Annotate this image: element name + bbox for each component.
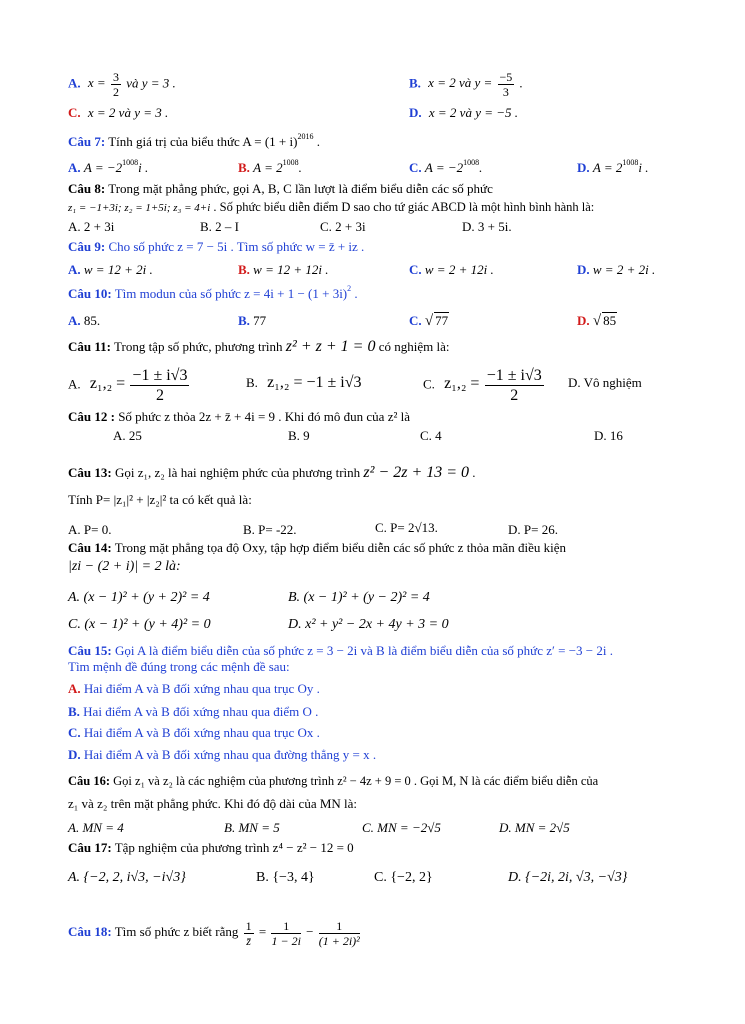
option-letter: B. [246,375,258,390]
math-text: x = 2 và y = 3 . [87,105,169,120]
math-text: . [519,75,523,91]
option-letter: B. [409,75,421,91]
math-text: w = 2 + 12i . [424,262,494,277]
q17-option-a[interactable]: A. {−2, 2, i√3, −i√3} [68,870,186,885]
q7-option-d[interactable]: D. $A = 2^{1008}i$ . [577,158,649,175]
q9-stem [68,239,364,255]
math-text: x = [87,75,106,91]
q11-stem: Câu 11: Trong tập số phức, phương trình z² + z + 1 = 0 có nghiệm là: [68,338,450,355]
option-letter: B. [238,313,250,328]
math-text: và y = 3 . [126,75,176,91]
q11-option-d[interactable]: D. Vô nghiệm [568,375,642,390]
question-text: Trong mặt phẳng phức, gọi A, B, C lần lượt là điểm biểu diễn các số phức [105,181,493,196]
option-letter: A. [68,75,81,91]
q6-option-d[interactable] [409,105,518,121]
fraction: $\frac{1}{1 - 2i}$ [271,918,301,948]
fraction: $\frac{3}{2}$ [112,70,119,99]
math-text: = −1 ± i√3 [293,374,362,391]
math-text: A = 2 [253,160,283,175]
question-text: Tìm modun của số phức z = 4i + 1 − (1 + 3i) [111,286,348,301]
q15-option-a[interactable] [68,681,320,697]
q13-stem: Câu 13: Gọi z₁, z₂ là hai nghiệm phức của phương trình z² − 2z + 13 = 0 . [68,464,476,481]
q7-option-b[interactable]: B. $A = 2^{1008}$. [238,158,302,175]
option-letter: B. [238,160,250,175]
q16-option-c[interactable]: C. MN = −2√5 [362,820,441,835]
question-text: Gọi A là điểm biểu diễn của số phức z = 3 − 2i và B là điểm biểu diễn của số phức z′ = −3 − 2i . [111,643,613,658]
question-text: Gọi z₁ và z₂ là các nghiệm của phương trình z² − 4z + 9 = 0 . Gọi M, N là các điểm biểu diễn của [110,774,599,788]
option-text: Hai điểm A và B đối xứng nhau qua trục Oy . [80,681,320,696]
question-label: Câu 14: [68,540,112,555]
math-text: x = 2 và y = [428,75,493,91]
math-text: x = 2 và y = −5 . [428,105,519,120]
q9-option-b[interactable] [238,262,329,278]
option-letter: C. [409,160,422,175]
math-text: 85 [603,313,617,328]
q13-stem-line2: Tính P= |z₁|² + |z₂|² ta có kết quả là: [68,492,252,507]
fraction: $\frac{-5}{3}$ [499,70,513,99]
math-text: w = 12 + 2i . [83,262,153,277]
q13-option-a[interactable]: A. P= 0. [68,522,112,537]
option-letter: C. [423,376,435,392]
q9-option-c[interactable] [409,262,494,278]
question-text: Số phức z thỏa 2z + z̄ + 4i = 9 . Khi đó mô đun của z² là [114,409,410,424]
equation: z² + z + 1 = 0 [285,338,376,355]
math-text: A = 2 [592,160,623,175]
option-letter: D. [68,747,81,762]
q17-option-d[interactable]: D. {−2i, 2i, √3, −√3} [508,870,628,885]
question-text: Tính giá trị của biểu thức A = (1 + i) [105,134,298,149]
q13-option-c[interactable]: C. P= 2√13. [375,520,438,535]
q11-option-c[interactable]: C. z₁,₂ = $\frac{-1 \pm i√3}{2}$ [423,367,542,404]
math-text: 77 [435,313,449,328]
question-text: Gọi z₁, z₂ là hai nghiệm phức của phương trình [111,465,364,480]
q14-stem-line2: |zi − (2 + i)| = 2 là: [68,559,181,574]
option-letter: B. [238,262,250,277]
option-letter: C. [409,262,422,277]
question-label: Câu 12 : [68,409,115,424]
q12-stem [68,409,410,425]
option-letter: D. [577,262,590,277]
option-text: Hai điểm A và B đối xứng nhau qua điểm O . [79,704,319,719]
option-text: Hai điểm A và B đối xứng nhau qua trục Ox . [80,725,320,740]
fraction: $\frac{-1 \pm i√3}{2}$ [132,367,188,404]
q15-option-d[interactable] [68,747,376,763]
math-text: A = −2 [424,160,464,175]
q12-option-b[interactable]: B. 9 [288,428,310,443]
question-label: Câu 10: [68,286,112,301]
q15-option-c[interactable] [68,725,320,741]
q12-option-d[interactable]: D. 16 [594,428,623,443]
q17-option-c[interactable]: C. {−2, 2} [374,870,433,885]
math-text: 85. [83,313,101,328]
question-label: Câu 13: [68,465,112,480]
option-letter: A. [68,313,81,328]
q10-option-b[interactable] [238,313,266,329]
q15-stem [68,643,613,659]
math-text: w = 2 + 2i . [592,262,656,277]
option-letter: A. [68,160,81,175]
fraction: $\frac{1}{z̄}$ [245,918,252,948]
q16-option-d[interactable]: D. MN = 2√5 [499,820,570,835]
q8-stem-line2 [68,199,594,216]
q14-option-c[interactable]: C. (x − 1)² + (y + 4)² = 0 [68,617,211,632]
q10-option-a[interactable] [68,313,100,329]
q16-option-a[interactable]: A. MN = 4 [68,820,124,835]
q13-option-d[interactable]: D. P= 26. [508,522,558,537]
q10-option-d[interactable]: D. √ 85 [577,313,617,329]
option-letter: D. [577,313,590,328]
q6-option-a[interactable] [68,70,176,99]
q14-stem [68,540,566,556]
q8-stem [68,181,493,197]
q9-option-d[interactable] [577,262,655,278]
option-letter: D. [577,160,590,175]
option-letter: A. [68,681,81,696]
math-text: w = 12 + 12i . [253,262,329,277]
q8-option-d[interactable]: D. 3 + 5i. [462,219,512,234]
question-label: Câu 18: [68,924,112,939]
q14-option-a[interactable]: A. (x − 1)² + (y + 2)² = 4 [68,590,210,605]
q17-stem [68,840,354,856]
question-label: Câu 7: [68,134,106,149]
q11-option-b[interactable]: B. z₁,₂ = −1 ± i√3 [246,374,362,391]
option-letter: A. [68,376,81,392]
q18-stem: Câu 18: Tìm số phức z biết rằng $\frac{1}{z̄}$ = $\frac{1}{1 - 2i}$ − $\frac{1}{\text{(1 + 2i)²}}$ [68,918,360,948]
q10-stem: Câu 10: Tìm modun của số phức $z = 4i + 1 - (1 + 3i)^2$ . [68,284,358,301]
q15-option-b[interactable] [68,704,318,720]
question-label: Câu 8: [68,181,106,196]
q8-option-a[interactable]: A. 2 + 3i [68,219,115,234]
question-label: Câu 16: [68,774,111,788]
option-letter: D. [409,105,422,120]
equation: z² − 2z + 13 = 0 [363,464,470,481]
fraction: $\frac{-1 \pm i√3}{2}$ [486,367,542,404]
q12-option-c[interactable]: C. 4 [420,428,442,443]
q15-stem-line2: Tìm mệnh đề đúng trong các mệnh đề sau: [68,659,290,674]
math-text: 77 [253,313,267,328]
option-letter: C. [68,105,81,120]
option-letter: A. [68,262,81,277]
q12-option-a[interactable]: A. 25 [113,428,142,443]
math-text: A = −2 [83,160,123,175]
q7-option-c[interactable]: C. $A = -2^{1008}$. [409,158,483,175]
math-text: z₁ = −1+3i; z₂ = 1+5i; z₃ = 4+i [68,202,211,214]
q14-option-d[interactable]: D. x² + y² − 2x + 4y + 3 = 0 [288,617,449,632]
q10-option-c[interactable]: C. √ 77 [409,313,449,329]
q6-option-c[interactable] [68,105,168,121]
question-label: Câu 11: [68,339,111,354]
option-letter: C. [68,725,81,740]
option-text: Hai điểm A và B đối xứng nhau qua đường thẳng y = x . [80,747,377,762]
question-label: Câu 9: [68,239,106,254]
q16-stem-line2: z₁ và z₂ trên mặt phẳng phức. Khi đó độ dài của MN là: [68,796,358,811]
question-label: Câu 15: [68,643,112,658]
q16-stem [68,773,598,789]
q8-option-c[interactable]: C. 2 + 3i [320,219,366,234]
question-label: Câu 17: [68,840,112,855]
q16-option-b[interactable]: B. MN = 5 [224,820,280,835]
question-text: Cho số phức z = 7 − 5i . Tìm số phức w = z̄ + iz . [105,239,365,254]
q13-option-b[interactable]: B. P= -22. [243,522,297,537]
q6-option-b[interactable] [409,70,523,99]
q11-option-a[interactable]: A. z₁,₂ = $\frac{-1 \pm i√3}{2}$ [68,367,188,404]
option-letter: B. [68,704,80,719]
question-text: Tập nghiệm của phương trình z⁴ − z² − 12 = 0 [111,840,354,855]
fraction: $\frac{1}{\text{(1 + 2i)²}}$ [318,918,360,948]
question-text: . Số phức biểu diễn điểm D sao cho tứ giác ABCD là một hình bình hành là: [210,200,595,214]
q8-option-b[interactable]: B. 2 – I [200,219,239,234]
q14-option-b[interactable]: B. (x − 1)² + (y − 2)² = 4 [288,590,430,605]
question-text: Trong tập số phức, phương trình [110,339,286,354]
q7-option-a[interactable]: A. $A = -2^{1008}i$ . [68,158,149,175]
q17-option-b[interactable]: B. {−3, 4} [256,870,315,885]
q9-option-a[interactable] [68,262,153,278]
question-text: Tìm số phức z biết rằng [111,924,242,939]
option-letter: C. [409,313,422,328]
q7-stem: Câu 7: Tính giá trị của biểu thức $A = (1 + i)^{2016}$ . [68,132,320,149]
question-text: Trong mặt phẳng tọa độ Oxy, tập hợp điểm biểu diễn các số phức z thỏa mãn điều kiện [111,540,566,555]
